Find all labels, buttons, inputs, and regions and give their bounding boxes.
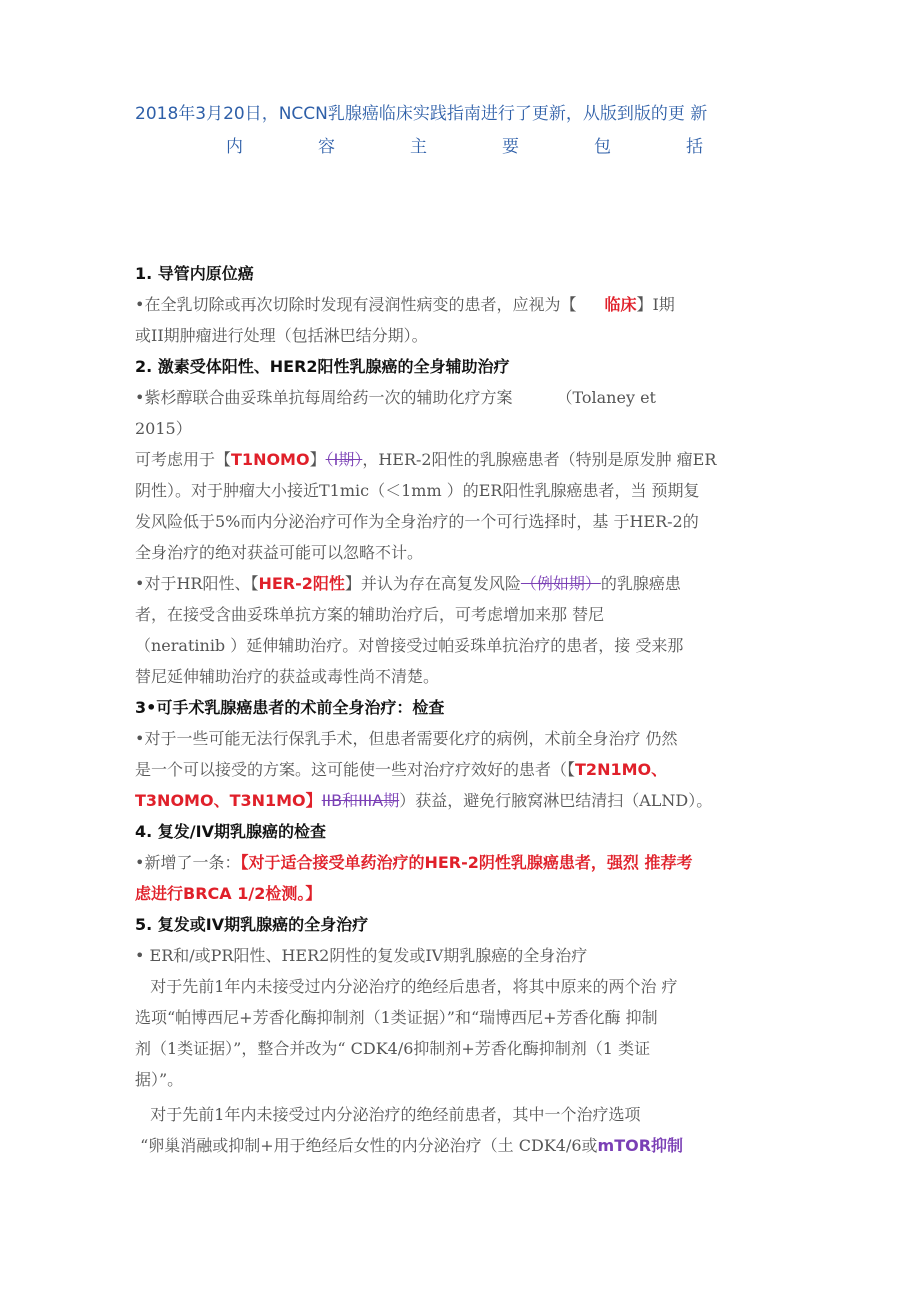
section-4-text (135, 847, 785, 878)
text-run: •对于HR阳性、【 (135, 574, 259, 593)
text-run: 】I期 (636, 295, 675, 314)
section-5-text: • ER和/或PR阳性、HER2阴性的复发或IV期乳腺癌的全身治疗 (135, 946, 588, 965)
text-run: ）获益，避免行腋窝淋巴结清扫（ALND）。 (399, 791, 713, 810)
section-3-text (135, 754, 785, 785)
text-run: •在全乳切除或再次切除时发现有浸润性病变的患者，应视为【 (135, 295, 577, 314)
section-1-text: 或II期肿瘤进行处理（包括淋巴结分期）。 (135, 326, 428, 345)
section-1-text (135, 289, 785, 320)
revision-insert: T1NOMO (231, 450, 310, 469)
section-4-heading: 4. 复发/IV期乳腺癌的检查 (135, 822, 326, 841)
revision-delete: IIB和IIIA期 (321, 791, 400, 810)
section-2-text: 发风险低于5%而内分泌治疗可作为全身治疗的一个可行选择时，基 于HER-2的 (135, 512, 699, 531)
section-5-heading: 5. 复发或IV期乳腺癌的全身治疗 (135, 915, 369, 934)
text-run: 的乳腺癌患 (600, 574, 681, 593)
revision-insert: HER-2阳性 (258, 574, 345, 593)
revision-delete: （I期） (325, 450, 363, 469)
section-2-text (135, 568, 785, 599)
section-2-text: 全身治疗的绝对获益可能可以忽略不计。 (135, 543, 424, 562)
section-3-text: •对于一些可能无法行保乳手术，但患者需要化疗的病例，术前全身治疗 仍然 (135, 729, 678, 748)
section-5-text: 剂（1类证据）”，整合并改为“ CDK4/6抑制剂+芳香化酶抑制剂（1 类证 (135, 1039, 651, 1058)
section-2-text: 2015） (135, 419, 192, 438)
section-4-text: 虑进行BRCA 1/2检测。】 (135, 884, 322, 903)
section-2-text: 者，在接受含曲妥珠单抗方案的辅助治疗后，可考虑增加来那 替尼 (135, 605, 605, 624)
section-5-text: 对于先前1年内未接受过内分泌治疗的绝经后患者，将其中原来的两个治 疗 (135, 977, 678, 996)
text-run: 】 (309, 450, 326, 469)
document-title-line-1: 2018年3月20日，NCCN乳腺癌临床实践指南进行了更新，从版到版的更 新 (135, 104, 708, 124)
title-char: 包 (594, 137, 611, 157)
revision-delete: （例如期） (520, 574, 601, 593)
title-char: 主 (410, 137, 427, 157)
section-5-text: 对于先前1年内未接受过内分泌治疗的绝经前患者，其中一个治疗选项 (135, 1105, 641, 1124)
section-2-heading: 2. 激素受体阳性、HER2阳性乳腺癌的全身辅助治疗 (135, 357, 510, 376)
section-2-text: 阴性）。对于肿瘤大小接近T1mic（＜1mm ）的ER阳性乳腺癌患者，当 预期复 (135, 481, 700, 500)
text-run: •新增了一条： (135, 853, 241, 872)
section-3-heading: 3•可手术乳腺癌患者的术前全身治疗：检查 (135, 698, 445, 717)
section-2-text: （neratinib ）延伸辅助治疗。对曾接受过帕妥珠单抗治疗的患者，接 受来那 (135, 636, 684, 655)
section-5-text (135, 1130, 785, 1161)
revision-insert: T2N1MO、 (575, 760, 668, 779)
text-run: 】 (305, 791, 322, 810)
text-run: •紫杉醇联合曲妥珠单抗每周给药一次的辅助化疗方案 (135, 388, 513, 407)
text-run: ，HER-2阳性的乳腺癌患者（特别是原发肿 瘤ER (362, 450, 717, 469)
text-run: “卵巢消融或抑制+用于绝经后女性的内分泌治疗（土 CDK4/6或 (135, 1136, 598, 1155)
section-2-text: 替尼延伸辅助治疗的获益或毒性尚不清楚。 (135, 667, 440, 686)
title-char: 容 (318, 137, 335, 157)
title-char: 括 (686, 137, 703, 157)
section-3-text (135, 785, 785, 816)
section-2-text (135, 382, 785, 413)
text-run: 是一个可以接受的方案。这可能使一些对治疗疗效好的患者（【 (135, 760, 576, 779)
revision-insert: T3NOMO、T3N1MO (135, 791, 306, 810)
section-5-text: 选项“帕博西尼+芳香化酶抑制剂（1类证据）”和“瑞博西尼+芳香化酶 抑制 (135, 1008, 658, 1027)
text-run: （Tolaney et (556, 388, 656, 407)
revision-insert: mTOR抑制 (597, 1136, 684, 1155)
title-char: 内 (226, 137, 243, 157)
document-body (135, 258, 785, 1161)
text-run: 可考虑用于【 (135, 450, 232, 469)
revision-insert: 【对于适合接受单药治疗的HER-2阴性乳腺癌患者，强烈 推荐考 (240, 853, 693, 872)
text-run: 】并认为存在高复发风险 (344, 574, 521, 593)
section-2-text (135, 444, 785, 475)
section-1-heading: 1. 导管内原位癌 (135, 264, 254, 283)
revision-insert: 临床 (604, 295, 637, 314)
document-title-line-2 (226, 132, 778, 157)
title-char: 要 (502, 137, 519, 157)
section-5-text: 据）”。 (135, 1070, 184, 1089)
